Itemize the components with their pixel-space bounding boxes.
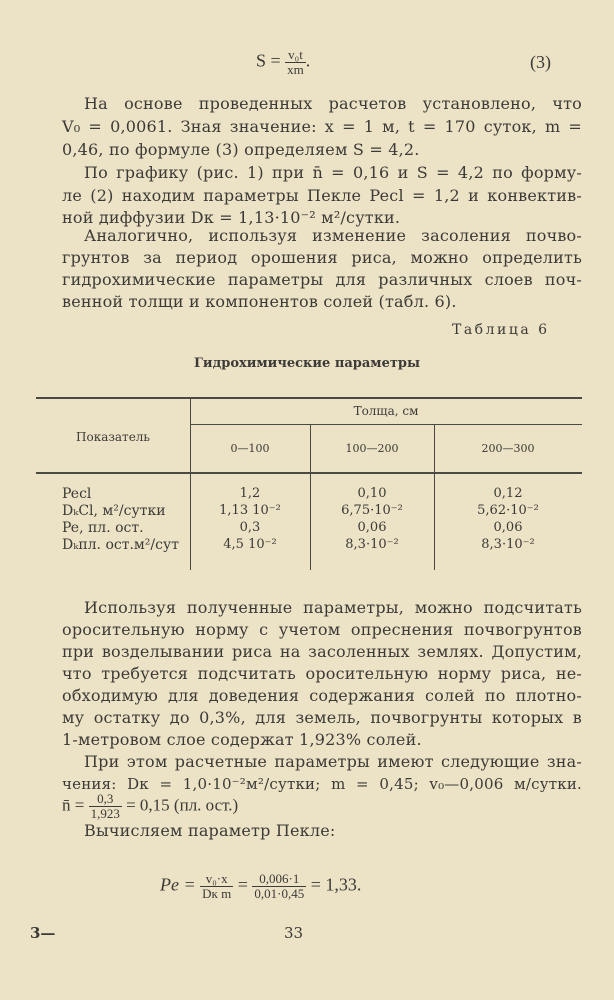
text-line: гидрохимические параметры для различных слоев поч- [62,270,582,289]
text-line: Аналогично, используя изменение засоления почво- [84,226,582,245]
table-cell: 6,75·10⁻² [341,503,403,518]
table-top-rule [36,397,582,399]
table-cell: 0,3 [239,520,261,535]
numerator: v₀·x [200,872,233,887]
table-cell: 1,2 [239,486,261,501]
formula-rhs: = 0,15 (пл. ост.) [126,795,239,815]
text-line: При этом расчетные параметры имеют следующие зна- [84,752,582,771]
table-label: Таблица 6 [452,322,550,338]
row-label: Pecl [62,486,92,502]
row-header: Показатель [76,430,150,444]
formula-tail: . [305,50,311,71]
equals: = [237,874,248,895]
denominator: 0,01·0,45 [254,886,305,901]
text-line: грунтов за период орошения риса, можно определить [62,248,582,267]
page-number: 33 [284,924,304,942]
table-cell: 0,12 [493,486,523,501]
table-cell: 1,13 10⁻² [219,503,281,518]
column-header: 100—200 [345,442,399,455]
formula-fraction [89,792,122,821]
text-line: По графику (рис. 1) при n̄ = 0,16 и S = 4,2 по форму- [84,163,582,182]
table-cell: 5,62·10⁻² [477,503,539,518]
text-line: что требуется подсчитать оросительную норму риса, не- [62,664,582,683]
table-title: Гидрохимические параметры [193,356,421,371]
denominator: 1,923 [90,806,120,821]
text-line: V₀ = 0,0061. Зная значение: x = 1 м, t = 170 суток, m = [62,117,582,136]
text-line: чения: Dк = 1,0·10⁻²м²/сутки; m = 0,45; v₀—0,006 м/сутки. [62,775,582,793]
table-cell: 0,06 [493,520,523,535]
peclet-formula [160,872,361,901]
formula-lhs: S = [256,50,281,71]
denominator: Dк m [202,886,232,901]
formula-lhs: n̄ = [62,795,85,815]
formula-fraction [285,48,306,77]
numerator: v₀t [285,48,306,63]
table-cell: 4,5 10⁻² [223,537,277,552]
column-header: 200—300 [481,442,535,455]
formula-fraction [252,872,306,901]
formula-rhs: = 1,33. [310,874,362,895]
text-line: 0,46, по формуле (3) определяем S = 4,2. [62,140,420,159]
table-cell: 8,3·10⁻² [481,537,535,552]
group-header: Толща, см [353,404,419,418]
text-line: Используя полученные параметры, можно подсчитать [84,598,582,617]
table-subheader-rule [190,424,582,425]
formula-fraction [200,872,233,901]
table-cell: 8,3·10⁻² [345,537,399,552]
row-label: Dₖпл. ост.м²/сут [62,537,179,553]
text-line: обходимую для доведения содержания солей по плотно- [62,686,582,705]
n-formula [62,792,238,821]
text-line: Вычисляем параметр Пекле: [84,821,336,840]
text-line: ной диффузии Dк = 1,13·10⁻² м²/сутки. [62,208,401,227]
formula-3 [256,48,310,77]
table-cell: 0,06 [357,520,387,535]
table-cell: 0,10 [357,486,387,501]
text-line: при возделывании риса на засоленных землях. Допустим, [62,642,582,661]
text-line: 1-метровом слое содержат 1,923% солей. [62,730,422,749]
formula-number: (3) [530,52,551,72]
row-label: Pe, пл. ост. [62,520,144,536]
text-line: ле (2) находим параметры Пекле Pecl = 1,2 и конвектив- [62,186,582,205]
formula-lhs: Pe = [160,874,196,895]
numerator: 0,006·1 [252,872,306,887]
column-header: 0—100 [230,442,270,455]
text-line: На основе проведенных расчетов установлено, что [84,94,582,113]
text-line: му остатку до 0,3%, для земель, почвогрунты которых в [62,708,582,727]
row-label: DₖCl, м²/сутки [62,503,166,519]
signature-mark: 3— [30,924,56,942]
table-header-rule [36,472,582,474]
text-line: оросительную норму с учетом опреснения почвогрунтов [62,620,582,639]
denominator: xm [287,62,304,77]
numerator: 0,3 [89,792,122,807]
text-line: венной толщи и компонентов солей (табл. 6). [62,292,457,311]
